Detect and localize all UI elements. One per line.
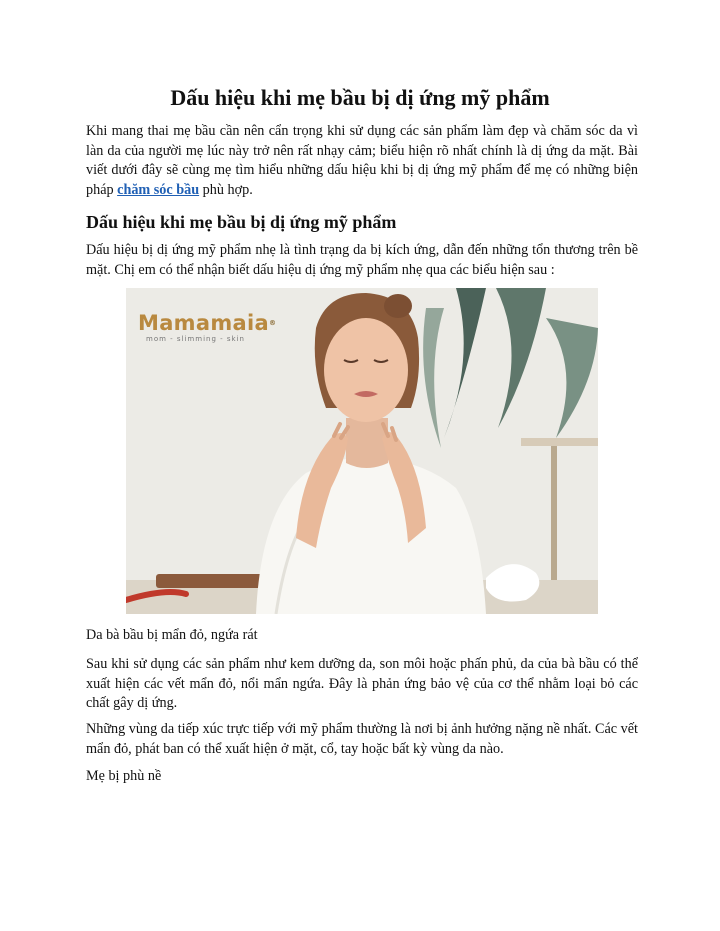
mamamaia-logo — [138, 312, 276, 343]
paragraph-1: Sau khi sử dụng các sản phẩm như kem dưỡng da, son môi hoặc phấn phủ, da của bà bầu có thể xuất hiện các vết mẩn đỏ, nổi mẩn ngứa. Đây là phản ứng bảo vệ của cơ thể nhằm loại bỏ các chất gây dị ứng. — [86, 656, 638, 711]
logo-registered: ® — [268, 319, 277, 327]
section-intro-paragraph: Dấu hiệu bị dị ứng mỹ phẩm nhẹ là tình trạng da bị kích ứng, dẫn đến những tổn thương trên bề mặt. Chị em có thể nhận biết dấu hiệu dị ứng mỹ phẩm nhẹ qua các biểu hiện sau : — [86, 242, 638, 278]
intro-text-after-link: phù hợp. — [199, 181, 253, 198]
logo-brand: Mamamaia — [138, 311, 269, 335]
care-link[interactable]: chăm sóc bầu — [117, 181, 200, 198]
intro-paragraph — [86, 122, 638, 200]
intro-text-before-link: Khi mang thai mẹ bầu cần nên cẩn trọng khi sử dụng các sản phẩm làm đẹp và chăm sóc da vì làn da của người mẹ lúc này trở nên rất nhạy cảm; biểu hiện rõ nhất chính là dị ứng da mặt. Bài viết dưới đây sẽ cùng mẹ tìm hiểu những dấu hiệu khi bị dị ứng mỹ phẩm để mẹ có những biện pháp — [86, 123, 638, 198]
logo-brand-wrap — [138, 312, 276, 334]
paragraph-3: Mẹ bị phù nề — [86, 768, 162, 784]
paragraph-2: Những vùng da tiếp xúc trực tiếp với mỹ phẩm thường là nơi bị ảnh hưởng nặng nề nhất. Các vết mẩn đỏ, phát ban có thể xuất hiện ở mặt, cổ, tay hoặc bất kỳ vùng da nào. — [86, 721, 638, 757]
image-caption: Da bà bầu bị mẩn đỏ, ngứa rát — [86, 627, 258, 643]
article-title: Dấu hiệu khi mẹ bầu bị dị ứng mỹ phẩm — [170, 85, 550, 110]
logo-tagline: mom - slimming - skin — [146, 335, 245, 343]
section-heading: Dấu hiệu khi mẹ bầu bị dị ứng mỹ phẩm — [86, 212, 397, 232]
